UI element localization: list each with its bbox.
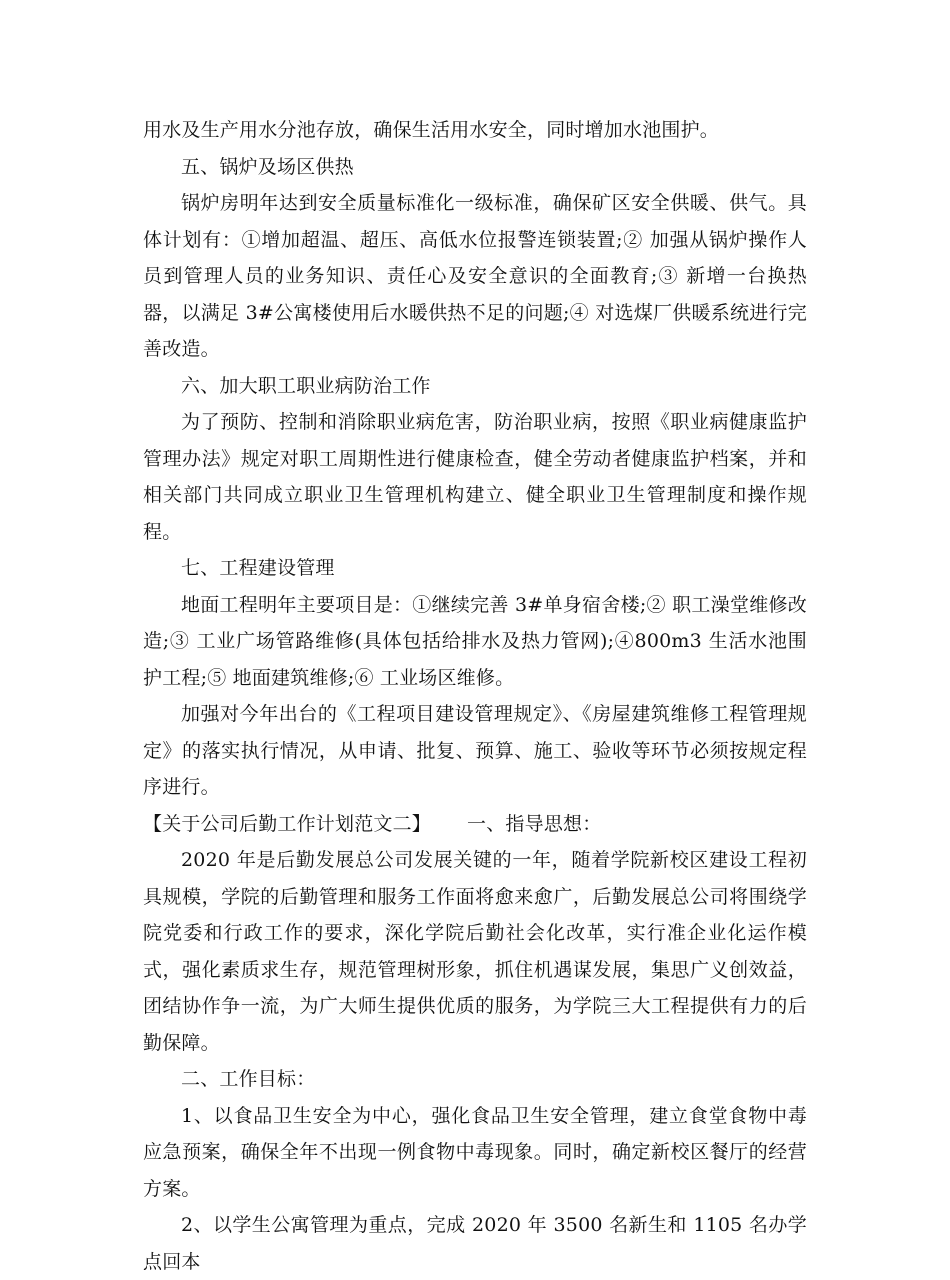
section-subtitle: 一、指导思想： — [467, 812, 602, 835]
heading-work-goals: 二、工作目标： — [181, 1068, 316, 1090]
section-title: 【关于公司后勤工作计划范文二】 — [143, 812, 432, 835]
document-body — [143, 112, 807, 1280]
heading-construction-management: 七、工程建设管理 — [181, 557, 335, 579]
paragraph-continuation: 用水及生产用水分池存放，确保生活用水安全，同时增加水池围护。 — [143, 119, 720, 141]
heading-boiler-heating: 五、锅炉及场区供热 — [181, 155, 354, 178]
paragraph-guiding-thought: 2020 年是后勤发展总公司发展关键的一年，随着学院新校区建设工程初具规模，学院的后勤管理和服务工作面将愈来愈广，后勤发展总公司将围绕学院党委和行政工作的要求，深化学院后勤社会化改革，实行准企业化运作模式，强化素质求生存，规范管理树形象，抓住机遇谋发展，集思广义创效益，团结协作争一流，为广大师生提供优质的服务，为学院三大工程提供有力的后勤保障。 — [143, 849, 807, 1054]
paragraph-construction-projects: 地面工程明年主要项目是：①继续完善 3#单身宿舍楼;② 职工澡堂维修改造;③ 工业广场管路维修(具体包括给排水及热力管网);④800m3 生活水池围护工程;⑤ 地面建筑维修;⑥ 工业场区维修。 — [143, 593, 807, 689]
paragraph-construction-rules: 加强对今年出台的《工程项目建设管理规定》、《房屋建筑维修工程管理规定》的落实执行情况，从申请、批复、预算、施工、验收等环节必须按规定程序进行。 — [143, 703, 807, 798]
paragraph-boiler-plan: 锅炉房明年达到安全质量标准化一级标准，确保矿区安全供暖、供气。具体计划有：①增加超温、超压、高低水位报警连锁装置;② 加强从锅炉操作人员到管理人员的业务知识、责任心及安全意识的全面教育;③ 新增一台换热器，以满足 3#公寓楼使用后水暖供热不足的问题;④ 对选煤厂供暖系统进行完善改造。 — [143, 192, 807, 360]
section-title-line — [143, 806, 807, 843]
heading-occupational-disease: 六、加大职工职业病防治工作 — [181, 374, 431, 397]
paragraph-goal-1: 1、以食品卫生安全为中心，强化食品卫生安全管理，建立食堂食物中毒应急预案，确保全年不出现一例食物中毒现象。同时，确定新校区餐厅的经营方案。 — [143, 1104, 807, 1200]
paragraph-occupational-disease: 为了预防、控制和消除职业病危害，防治职业病，按照《职业病健康监护管理办法》规定对职工周期性进行健康检查，健全劳动者健康监护档案，并和相关部门共同成立职业卫生管理机构建立、健全职业卫生管理制度和操作规程。 — [143, 411, 807, 543]
paragraph-goal-2: 2、以学生公寓管理为重点，完成 2020 年 3500 名新生和 1105 名办学点回本 — [143, 1214, 807, 1273]
